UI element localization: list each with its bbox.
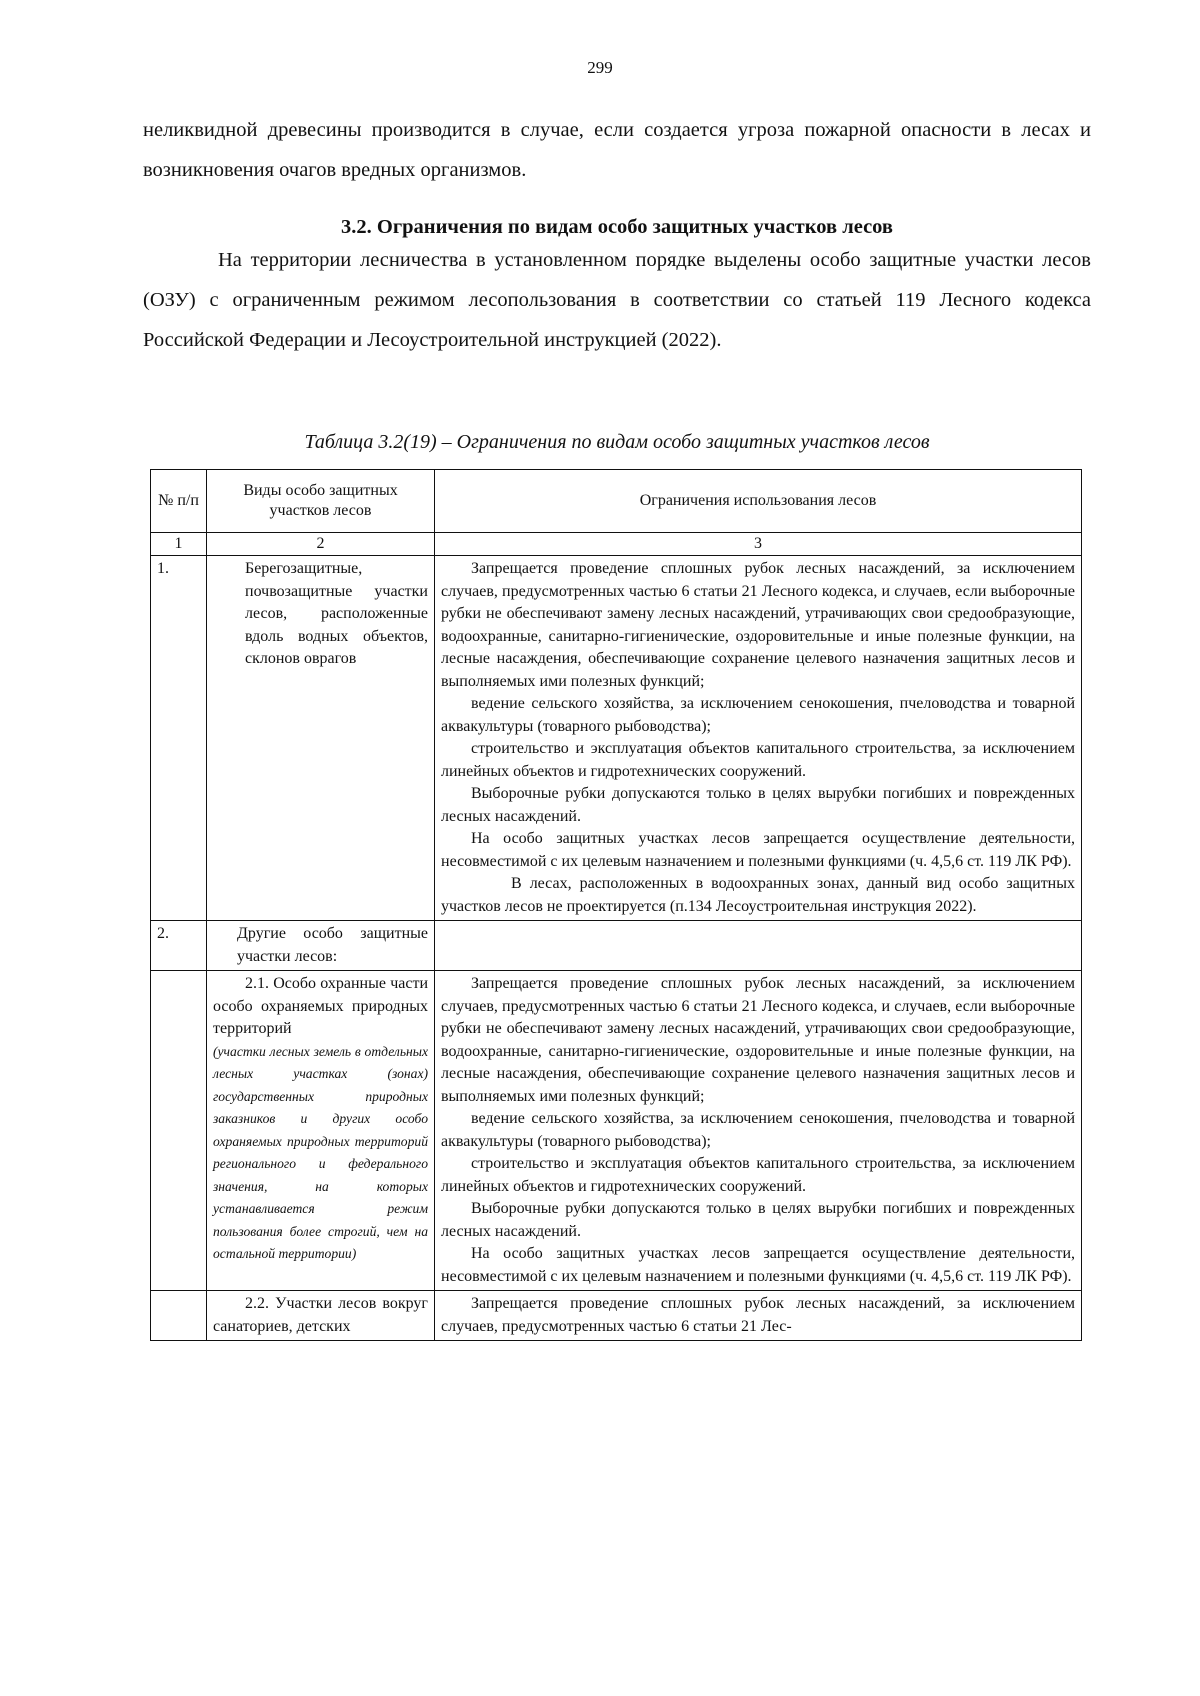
row-kind-title: 2.1. Особо охранные части особо охраняемых природных территорий: [213, 975, 428, 1037]
row-restrictions: [435, 556, 1082, 921]
paragraph-intro: На территории лесничества в установленном порядке выделены особо защитные участки лесов (ОЗУ) с ограниченным режимом лесопользования в соответствии со статьей 119 Лесного кодекса Российской Федерации и Лесоустроительной инструкцией (2022).: [143, 249, 1091, 351]
restriction-paragraph: ведение сельского хозяйства, за исключением сенокошения, пчеловодства и товарной аквакультуры (товарного рыбоводства);: [441, 1110, 1075, 1150]
section-heading: 3.2. Ограничения по видам особо защитных участков лесов: [341, 216, 893, 238]
row-kind: Другие особо защитные участки лесов:: [207, 921, 435, 971]
row-kind-note: (участки лесных земель в отдельных лесных участках (зонах) государственных природных заказников и других особо охраняемых природных территорий регионального и федерального значения, на которых устанавливается режим пользования более строгий, чем на остальной территории): [213, 1043, 428, 1261]
table-row: [151, 971, 1082, 1291]
restriction-paragraph: В лесах, расположенных в водоохранных зонах, данный вид особо защитных участков лесов не проектируется (п.134 Лесоустроительная инструкция 2022).: [441, 875, 1075, 915]
restriction-paragraph: Запрещается проведение сплошных рубок лесных насаждений, за исключением случаев, предусмотренных частью 6 статьи 21 Лесного кодекса, и случаев, если выборочные рубки не обеспечивают замену лесных насаждений, утрачивающих свои средообразующие, водоохранные, санитарно-гигиенические, оздоровительные и иные полезные функции, на лесные насаждения, обеспечивающие сохранение целевого назначения защитных лесов и выполняемых ими полезных функций;: [441, 975, 1075, 1105]
restriction-paragraph: строительство и эксплуатация объектов капитального строительства, за исключением линейных объектов и гидротехнических сооружений.: [441, 740, 1075, 780]
restriction-paragraph: На особо защитных участках лесов запрещается осуществление деятельности, несовместимой с их целевым назначением и полезными функциями (ч. 4,5,6 ст. 119 ЛК РФ).: [441, 1245, 1075, 1285]
restriction-paragraph: Запрещается проведение сплошных рубок лесных насаждений, за исключением случаев, предусмотренных частью 6 статьи 21 Лесного кодекса, и случаев, если выборочные рубки не обеспечивают замену лесных насаждений, утрачивающих свои средообразующие, водоохранные, санитарно-гигиенические, оздоровительные и иные полезные функции, на лесные насаждения, обеспечивающие сохранение целевого назначения защитных лесов и выполняемых ими полезных функций;: [441, 560, 1075, 690]
restriction-paragraph: На особо защитных участках лесов запрещается осуществление деятельности, несовместимой с их целевым назначением и полезными функциями (ч. 4,5,6 ст. 119 ЛК РФ).: [441, 830, 1075, 870]
row-kind: Берегозащитные, почвозащитные участки лесов, расположенные вдоль водных объектов, склонов оврагов: [207, 556, 435, 921]
column-number: 3: [435, 533, 1082, 556]
row-kind-title: 2.2. Участки лесов вокруг санаториев, детских: [213, 1295, 428, 1335]
row-number: 1.: [151, 556, 207, 921]
page-number: 299: [587, 58, 613, 77]
table-header-row: [151, 470, 1082, 533]
row-restrictions: [435, 971, 1082, 1291]
header-kind: Виды особо защитных участков лесов: [207, 470, 435, 533]
column-number: 1: [151, 533, 207, 556]
paragraph-continuation: неликвидной древесины производится в случае, если создается угроза пожарной опасности в лесах и возникновения очагов вредных организмов.: [143, 119, 1091, 181]
row-kind: [207, 971, 435, 1291]
restriction-paragraph: Запрещается проведение сплошных рубок лесных насаждений, за исключением случаев, предусмотренных частью 6 статьи 21 Лес-: [441, 1295, 1075, 1335]
restriction-paragraph: Выборочные рубки допускаются только в целях вырубки погибших и поврежденных лесных насаждений.: [441, 1200, 1075, 1240]
row-number: [151, 971, 207, 1291]
row-number: 2.: [151, 921, 207, 971]
table-row: [151, 1291, 1082, 1341]
row-kind: [207, 1291, 435, 1341]
column-number-row: [151, 533, 1082, 556]
restriction-paragraph: Выборочные рубки допускаются только в целях вырубки погибших и поврежденных лесных насаждений.: [441, 785, 1075, 825]
table-row: [151, 556, 1082, 921]
restrictions-table: [150, 469, 1082, 1341]
table-caption: Таблица 3.2(19) – Ограничения по видам особо защитных участков лесов: [304, 431, 930, 453]
column-number: 2: [207, 533, 435, 556]
row-restrictions: [435, 921, 1082, 971]
restriction-paragraph: ведение сельского хозяйства, за исключением сенокошения, пчеловодства и товарной аквакультуры (товарного рыбоводства);: [441, 695, 1075, 735]
restriction-paragraph: строительство и эксплуатация объектов капитального строительства, за исключением линейных объектов и гидротехнических сооружений.: [441, 1155, 1075, 1195]
row-number: [151, 1291, 207, 1341]
header-restrictions: Ограничения использования лесов: [435, 470, 1082, 533]
table-row: [151, 921, 1082, 971]
header-number: № п/п: [151, 470, 207, 533]
row-restrictions: [435, 1291, 1082, 1341]
